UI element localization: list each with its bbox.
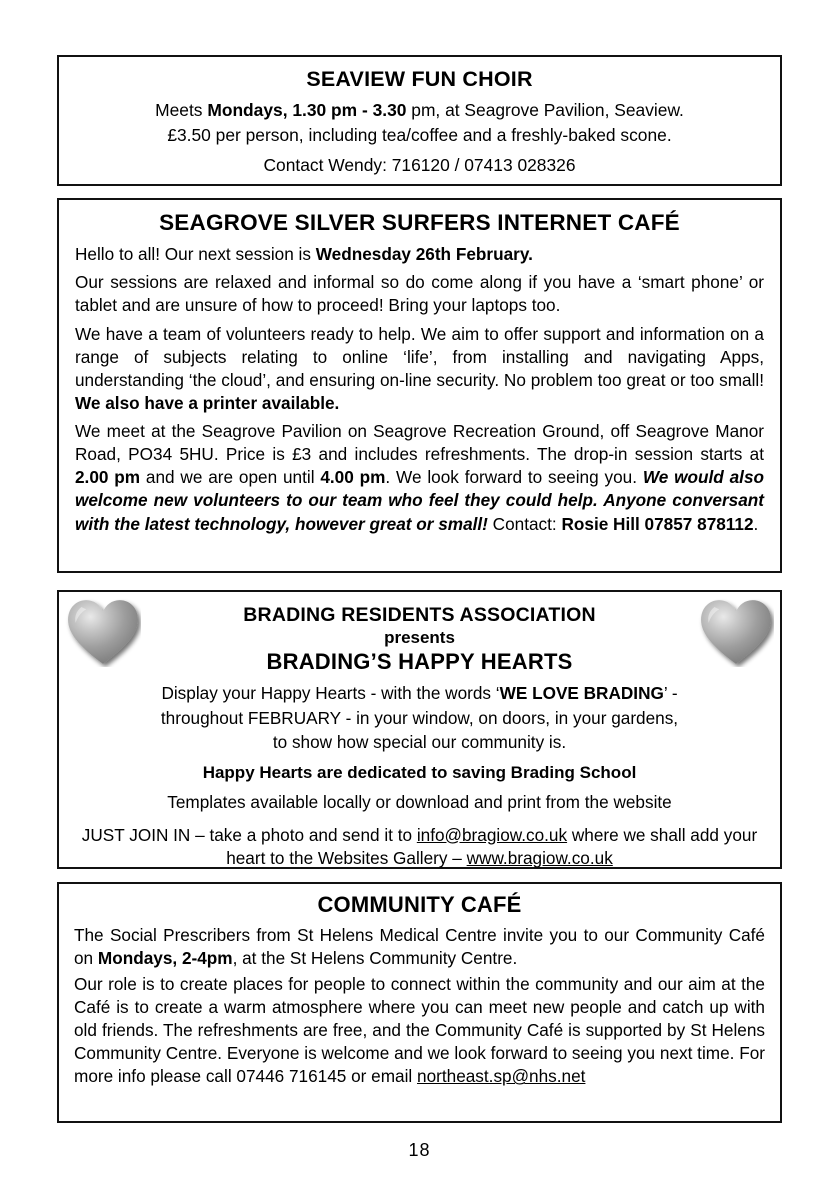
hearts-templates-line: Templates available locally or download and print from the website — [167, 791, 672, 812]
surfers-next-session-date: Wednesday 26th February. — [315, 244, 533, 265]
hearts-join-prefix: JUST JOIN IN – take a photo and send it to — [81, 824, 417, 845]
surfers-look-forward-text: . We look forward to seeing you. — [385, 467, 643, 488]
choir-meeting-line — [73, 98, 766, 122]
notice-box-brading-happy-hearts — [57, 590, 782, 869]
page-title-happy-hearts: BRADING’S HAPPY HEARTS — [266, 649, 573, 674]
cafe-paragraph-1 — [74, 924, 765, 970]
surfers-start-time: 2.00 pm — [75, 467, 141, 488]
surfers-volunteers-text: We have a team of volunteers ready to help. We aim to offer support and information on a range of subjects relating to online ‘life’, from installing and navigating Apps, understanding ‘the cloud’, and ensuring on-line security. No problem too great or too small! — [75, 323, 764, 390]
cafe-schedule: Mondays, 2-4pm — [97, 947, 233, 968]
hearts-display-line — [73, 682, 766, 706]
notice-box-seagrove-silver-surfers — [57, 198, 782, 573]
presents-label: presents — [384, 628, 455, 647]
hearts-purpose-line: to show how special our community is. — [272, 732, 567, 753]
choir-meeting-venue: pm, at Seagrove Pavilion, Seaview. — [406, 100, 684, 121]
cafe-paragraph-2 — [74, 973, 765, 1089]
choir-contact-line: Contact Wendy: 716120 / 07413 028326 — [263, 155, 576, 176]
notice-box-seaview-fun-choir — [57, 55, 782, 186]
cafe-venue-text: , at the St Helens Community Centre. — [232, 947, 518, 968]
website-link-bragiow[interactable]: www.bragiow.co.uk — [466, 848, 613, 869]
surfers-printer-note: We also have a printer available. — [75, 392, 340, 413]
page-title-seaview-fun-choir: SEAVIEW FUN CHOIR — [306, 67, 533, 91]
hearts-dedication-line: Happy Hearts are dedicated to saving Brading School — [202, 762, 637, 782]
surfers-greeting: Hello to all! Our next session is — [75, 244, 316, 265]
surfers-paragraph-4 — [75, 420, 764, 536]
box-content — [59, 884, 780, 1095]
hearts-when-where-line: throughout FEBRUARY - in your window, on doors, in your gardens, — [160, 707, 679, 728]
surfers-open-until-text: and we are open until — [140, 467, 321, 488]
surfers-contact-label: Contact: — [487, 513, 562, 534]
surfers-paragraph-2: Our sessions are relaxed and informal so do come along if you have a ‘smart phone’ or tablet and are unsure of how to proceed! Bring your laptops too. — [75, 272, 764, 316]
box-content — [59, 57, 780, 184]
page-title-community-cafe: COMMUNITY CAFÉ — [317, 892, 522, 917]
surfers-end-time: 4.00 pm — [320, 467, 386, 488]
surfers-contact-period: . — [753, 513, 759, 534]
hearts-join-middle: where we shall add your heart to the Websites Gallery – — [226, 824, 758, 869]
hearts-display-suffix: ’ - — [663, 683, 678, 703]
cafe-intro-text: The Social Prescribers from St Helens Medical Centre invite you to our Community Café on — [74, 924, 765, 968]
surfers-paragraph-1 — [75, 243, 764, 266]
box-content — [59, 592, 780, 880]
hearts-join-in-line — [73, 824, 766, 871]
hearts-slogan: WE LOVE BRADING — [499, 683, 664, 703]
email-link-northeast-sp[interactable]: northeast.sp@nhs.net — [417, 1066, 586, 1087]
surfers-location-text: We meet at the Seagrove Pavilion on Seagrove Recreation Ground, off Seagrove Manor Road, PO34 5HU. Price is £3 and includes refreshments. The drop-in session starts at — [75, 421, 764, 465]
surfers-volunteer-appeal: We would also welcome new volunteers to our team who feel they could help. Anyone conversant with the latest technology, however great or small! — [75, 467, 765, 534]
brading-residents-association-title: BRADING RESIDENTS ASSOCIATION — [243, 604, 596, 626]
page-title-silver-surfers: SEAGROVE SILVER SURFERS INTERNET CAFÉ — [159, 210, 680, 235]
notice-box-community-cafe — [57, 882, 782, 1123]
page-number: 18 — [408, 1140, 431, 1160]
hearts-display-prefix: Display your Happy Hearts - with the words ‘ — [161, 683, 500, 703]
choir-price-line: £3.50 per person, including tea/coffee and a freshly-baked scone. — [167, 125, 672, 146]
surfers-contact-details: Rosie Hill 07857 878112 — [561, 513, 754, 534]
email-link-bragiow[interactable]: info@bragiow.co.uk — [416, 824, 568, 845]
choir-meeting-time: Mondays, 1.30 pm - 3.30 — [207, 100, 407, 121]
box-content — [59, 200, 780, 547]
surfers-paragraph-3 — [75, 323, 764, 416]
cafe-description-text: Our role is to create places for people to connect within the community and our aim at the Café is to create a warm atmosphere where you can meet new people and catch up with old friends. The refreshments are free, and the Community Café is supported by St Helens Community Centre. Everyone is welcome and we look forward to seeing you next time. For more info please call 07446 716145 or email — [74, 973, 765, 1087]
choir-meets-prefix: Meets — [155, 100, 208, 121]
